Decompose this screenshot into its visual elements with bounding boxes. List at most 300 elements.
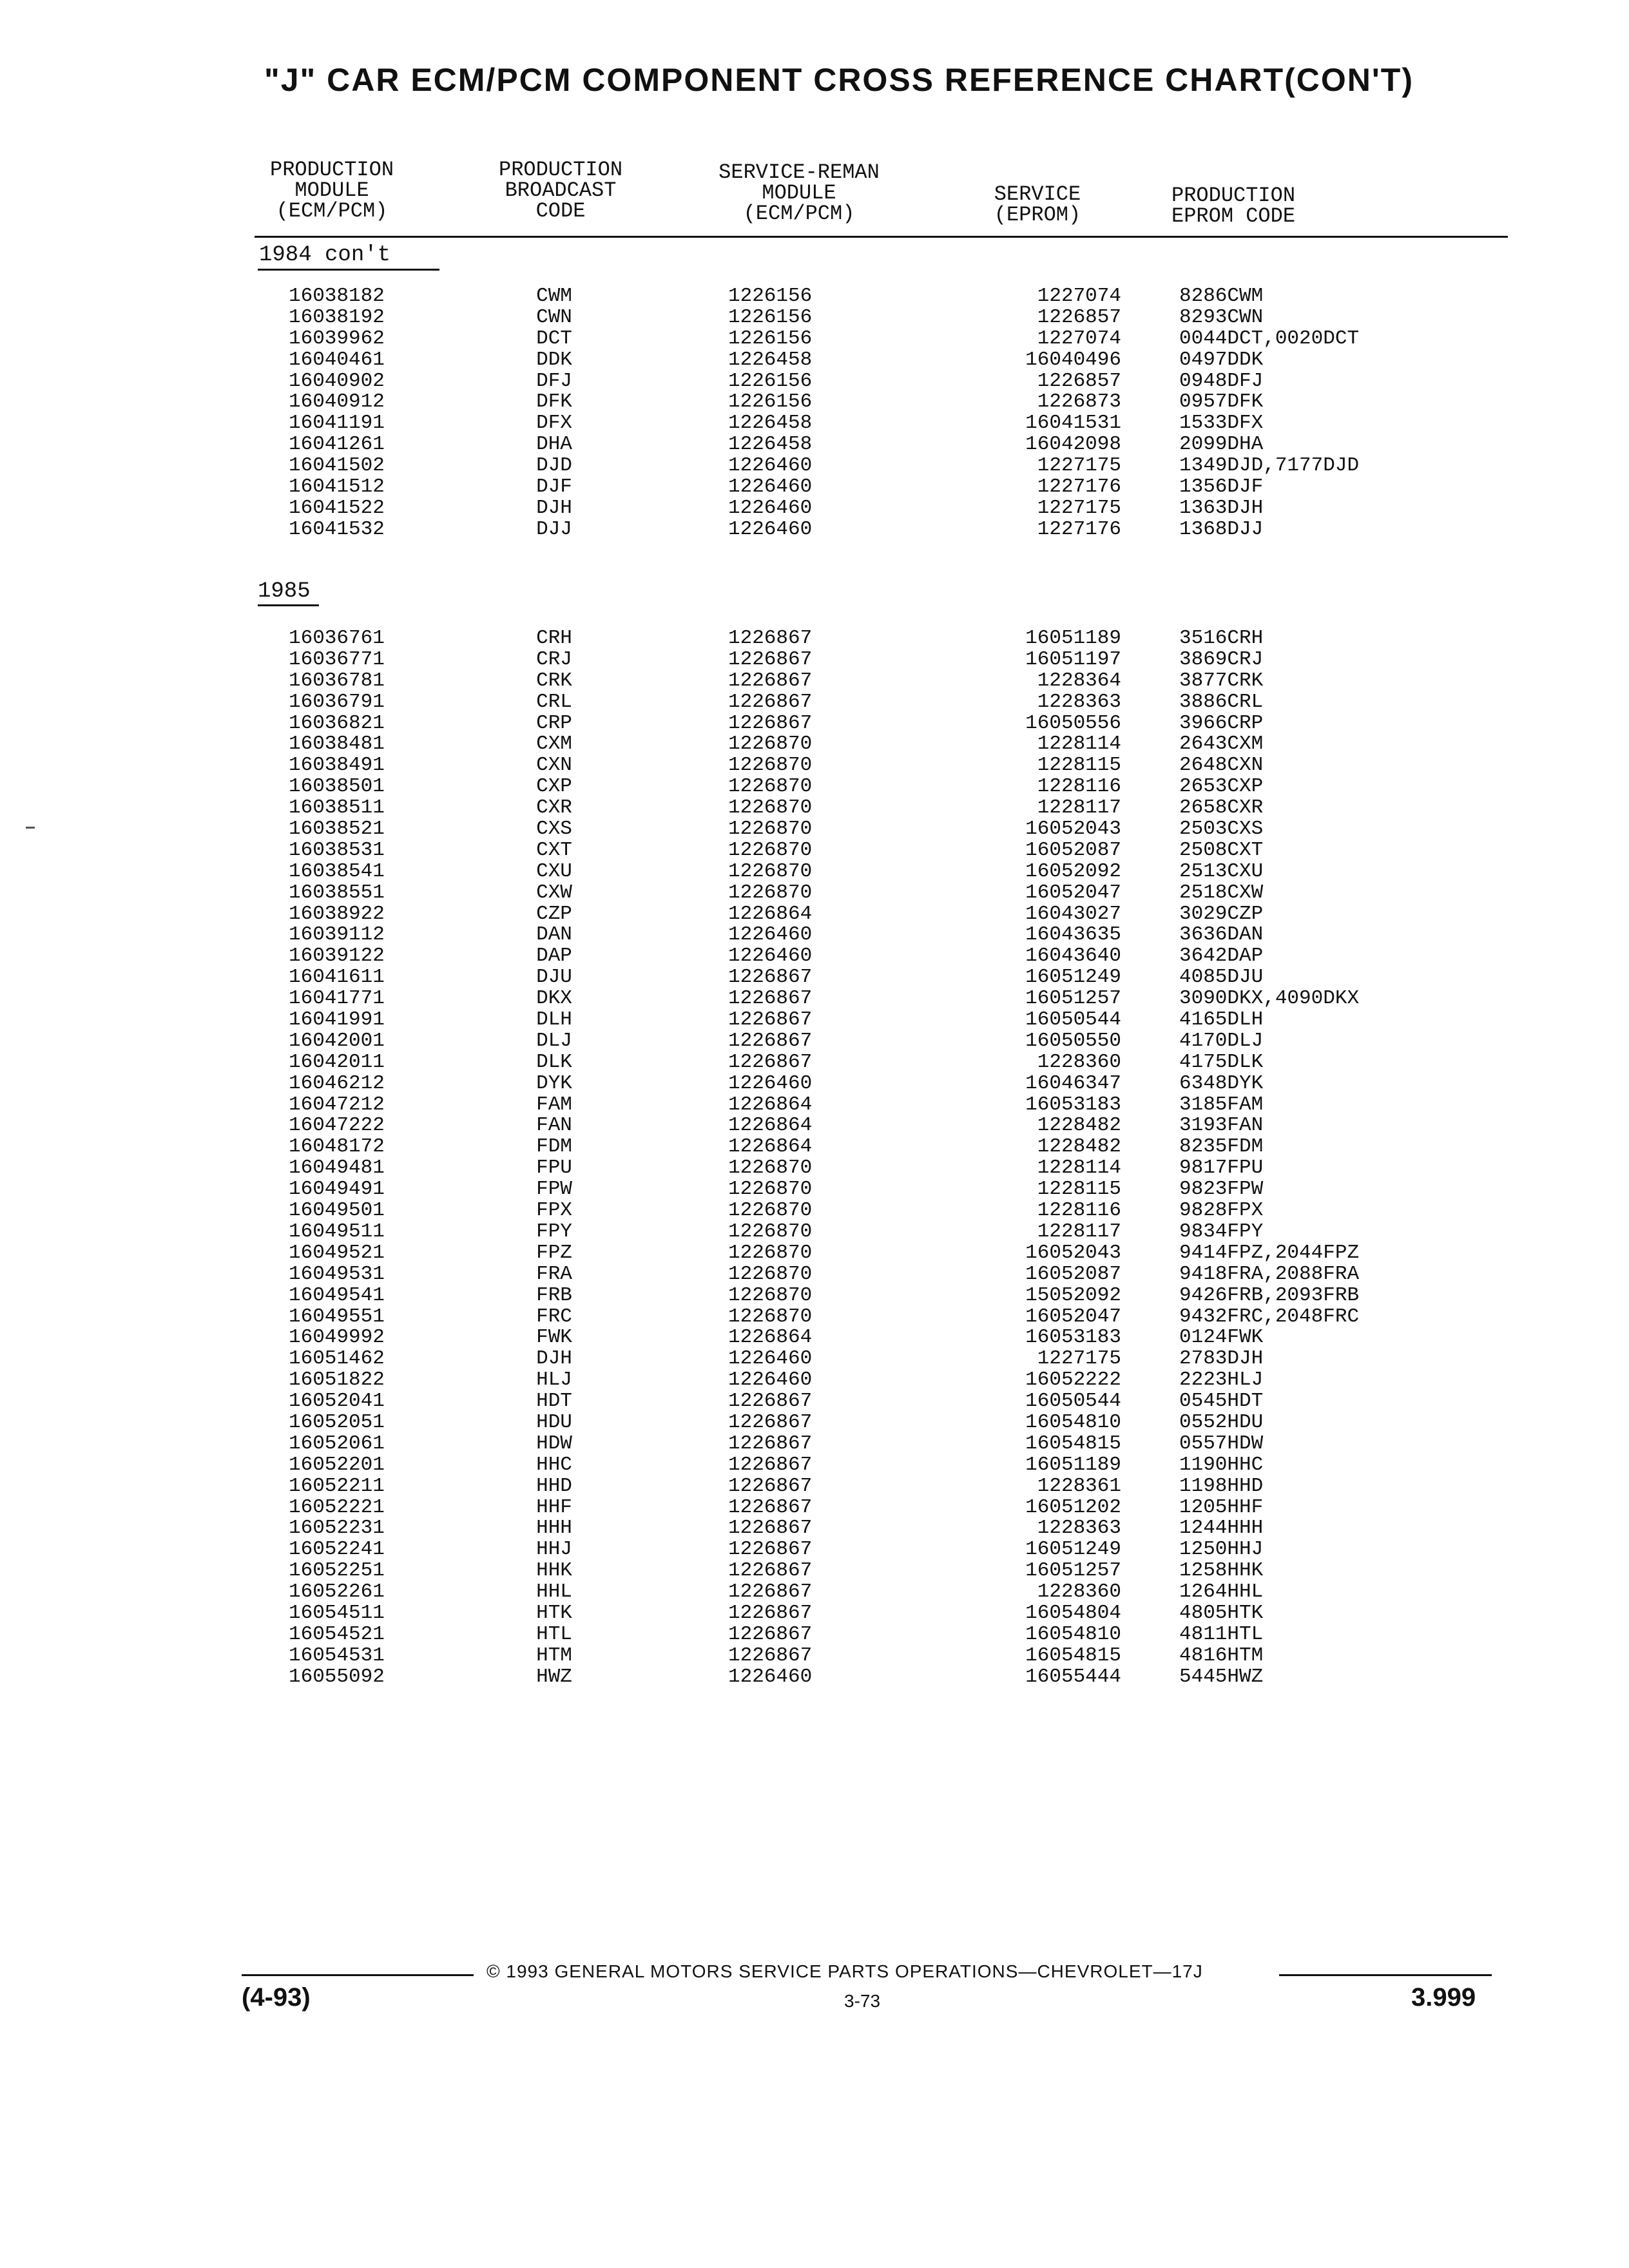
production-module-cell: 16038511 [289,796,385,820]
service-eprom-cell: 16054804 [1025,1601,1121,1624]
table-row [0,1455,1629,1476]
eprom-code-cell: 0044DCT,0020DCT [1179,327,1360,350]
service-reman-cell: 1226867 [728,1517,813,1540]
table-row [0,1476,1629,1497]
production-module-cell: 16047222 [289,1114,385,1137]
broadcast-code-cell: DHA [536,433,572,456]
broadcast-code-cell: HHH [536,1517,572,1540]
service-reman-cell: 1226867 [728,669,813,692]
broadcast-code-cell: CWN [536,305,572,329]
eprom-code-cell: 3886CRL [1179,690,1264,713]
table-row [0,883,1629,904]
production-module-cell: 16036761 [289,627,385,649]
table-row [0,1539,1629,1561]
service-reman-cell: 1226870 [728,838,813,861]
service-reman-cell: 1226460 [728,1072,813,1095]
production-module-cell: 16038481 [289,733,385,756]
eprom-code-cell: 9828FPX [1179,1199,1264,1222]
broadcast-code-cell: DAN [536,923,572,947]
production-module-cell: 16039962 [289,327,385,350]
eprom-code-cell: 9426FRB,2093FRB [1179,1283,1360,1307]
service-eprom-cell: 1226873 [1037,390,1121,414]
service-eprom-cell: 16051249 [1025,1538,1121,1561]
production-module-cell: 16051462 [289,1347,385,1370]
service-eprom-cell: 1228115 [1037,754,1121,777]
header-line: PRODUCTION [1171,184,1296,207]
service-eprom-cell: 16054815 [1025,1644,1121,1667]
production-module-cell: 16054511 [289,1601,385,1624]
broadcast-code-cell: CWM [536,285,572,307]
table-row [0,1095,1629,1116]
service-eprom-cell: 1227175 [1037,496,1121,519]
broadcast-code-cell: HDW [536,1432,572,1455]
section-underline [258,269,439,271]
production-module-cell: 16054521 [289,1622,385,1646]
production-module-cell: 16049481 [289,1157,385,1180]
service-reman-cell: 1226870 [728,818,813,841]
eprom-code-cell: 8293CWN [1179,305,1264,329]
service-reman-cell: 1226867 [728,711,813,735]
page-ref: 3-73 [844,1991,881,2011]
table-row [0,1518,1629,1539]
broadcast-code-cell: FPW [536,1178,572,1201]
service-eprom-cell: 1227074 [1037,327,1121,350]
table-row [0,1115,1629,1137]
table-row [0,946,1629,967]
header-eprom-code [1171,186,1339,227]
broadcast-code-cell: FPU [536,1157,572,1180]
table-row [0,904,1629,925]
service-reman-cell: 1226156 [728,369,813,392]
broadcast-code-cell: HHF [536,1495,572,1519]
eprom-code-cell: 2658CXR [1179,796,1264,820]
production-module-cell: 16038531 [289,838,385,861]
eprom-code-cell: 4085DJU [1179,966,1264,989]
service-eprom-cell: 1228115 [1037,1178,1121,1201]
broadcast-code-cell: FAM [536,1093,572,1116]
eprom-code-cell: 2648CXN [1179,754,1264,777]
table-row [0,819,1629,840]
copyright-text: © 1993 GENERAL MOTORS SERVICE PARTS OPERATIONS—CHEVROLET—17J [487,1961,1203,1981]
table-row [0,1412,1629,1434]
eprom-code-cell: 1264HHL [1179,1581,1264,1604]
eprom-code-cell: 9823FPW [1179,1178,1264,1201]
service-reman-cell: 1226864 [728,1135,813,1158]
service-reman-cell: 1226870 [728,775,813,798]
table-row [0,692,1629,713]
production-module-cell: 16038551 [289,881,385,904]
table-row [0,988,1629,1010]
eprom-code-cell: 0957DFK [1179,390,1264,414]
eprom-code-cell: 3516CRH [1179,627,1264,649]
production-module-cell: 16052261 [289,1581,385,1604]
service-reman-cell: 1226864 [728,1093,813,1116]
production-module-cell: 16041261 [289,433,385,456]
broadcast-code-cell: HTM [536,1644,572,1667]
service-eprom-cell: 16053183 [1025,1326,1121,1349]
service-reman-cell: 1226460 [728,923,813,947]
eprom-code-cell: 2518CXW [1179,881,1264,904]
production-module-cell: 16052041 [289,1390,385,1413]
table-row [0,1603,1629,1624]
broadcast-code-cell: FPZ [536,1241,572,1264]
broadcast-code-cell: HLJ [536,1369,572,1392]
service-reman-cell: 1226870 [728,1157,813,1180]
service-eprom-cell: 16050544 [1025,1390,1121,1413]
table-row [0,1434,1629,1455]
broadcast-code-cell: HWZ [536,1665,572,1688]
service-eprom-cell: 16052047 [1025,1305,1121,1328]
service-reman-cell: 1226870 [728,1241,813,1264]
section-rows-1985 [0,628,1629,1688]
production-module-cell: 16049521 [289,1241,385,1264]
service-reman-cell: 1226867 [728,1622,813,1646]
eprom-code-cell: 1533DFX [1179,412,1264,435]
eprom-code-cell: 8286CWM [1179,285,1264,307]
eprom-code-cell: 2643CXM [1179,733,1264,756]
production-module-cell: 16041502 [289,454,385,477]
service-reman-cell: 1226870 [728,1283,813,1307]
service-eprom-cell: 16051202 [1025,1495,1121,1519]
production-module-cell: 16041611 [289,966,385,989]
service-eprom-cell: 16051197 [1025,648,1121,671]
eprom-code-cell: 1198HHD [1179,1474,1264,1497]
table-row [0,1327,1629,1349]
service-eprom-cell: 15052092 [1025,1283,1121,1307]
service-eprom-cell: 1228116 [1037,775,1121,798]
broadcast-code-cell: DYK [536,1072,572,1095]
table-row [0,840,1629,861]
header-line: CODE [535,199,586,223]
production-module-cell: 16052231 [289,1517,385,1540]
broadcast-code-cell: FPX [536,1199,572,1222]
table-row [0,1582,1629,1603]
service-eprom-cell: 16053183 [1025,1093,1121,1116]
service-reman-cell: 1226867 [728,966,813,989]
service-eprom-cell: 1228482 [1037,1114,1121,1137]
table-row [0,307,1629,329]
eprom-code-cell: 1258HHK [1179,1559,1264,1582]
service-eprom-cell: 1228117 [1037,796,1121,820]
eprom-code-cell: 3090DKX,4090DKX [1179,987,1360,1010]
broadcast-code-cell: CXP [536,775,572,798]
production-module-cell: 16036821 [289,711,385,735]
service-reman-cell: 1226867 [728,690,813,713]
service-reman-cell: 1226870 [728,1262,813,1285]
table-row [0,925,1629,946]
broadcast-code-cell: CRL [536,690,572,713]
service-reman-cell: 1226867 [728,1538,813,1561]
broadcast-code-cell: HHL [536,1581,572,1604]
service-eprom-cell: 16043027 [1025,902,1121,925]
production-module-cell: 16041532 [289,517,385,541]
production-module-cell: 16052061 [289,1432,385,1455]
service-reman-cell: 1226867 [728,1495,813,1519]
eprom-code-cell: 0124FWK [1179,1326,1264,1349]
service-eprom-cell: 16052043 [1025,1241,1121,1264]
broadcast-code-cell: DJD [536,454,572,477]
service-eprom-cell: 16051257 [1025,1559,1121,1582]
service-eprom-cell: 1228360 [1037,1050,1121,1073]
eprom-code-cell: 5445HWZ [1179,1665,1264,1688]
table-row [0,350,1629,371]
production-module-cell: 16046212 [289,1072,385,1095]
eprom-code-cell: 2513CXU [1179,860,1264,883]
production-module-cell: 16036771 [289,648,385,671]
table-row [0,861,1629,883]
table-row [0,1158,1629,1179]
eprom-code-cell: 3869CRJ [1179,648,1264,671]
broadcast-code-cell: CRH [536,627,572,649]
service-eprom-cell: 1226857 [1037,369,1121,392]
production-module-cell: 16036781 [289,669,385,692]
service-eprom-cell: 1227176 [1037,517,1121,541]
table-row [0,1222,1629,1243]
broadcast-code-cell: DFK [536,390,572,414]
table-row [0,1667,1629,1688]
service-reman-cell: 1226870 [728,796,813,820]
service-eprom-cell: 1228361 [1037,1474,1121,1497]
service-reman-cell: 1226460 [728,454,813,477]
production-module-cell: 16049541 [289,1283,385,1307]
section-underline [258,604,319,606]
service-reman-cell: 1226870 [728,860,813,883]
service-eprom-cell: 1227175 [1037,454,1121,477]
broadcast-code-cell: DAP [536,945,572,968]
eprom-code-cell: 9418FRA,2088FRA [1179,1262,1360,1285]
broadcast-code-cell: DJF [536,476,572,499]
production-module-cell: 16040461 [289,348,385,371]
service-eprom-cell: 16052043 [1025,818,1121,841]
production-module-cell: 16049551 [289,1305,385,1328]
broadcast-code-cell: DFX [536,412,572,435]
service-eprom-cell: 16052087 [1025,1262,1121,1285]
eprom-code-cell: 3029CZP [1179,902,1264,925]
header-line: (ECM/PCM) [743,202,855,226]
production-module-cell: 16047212 [289,1093,385,1116]
service-reman-cell: 1226156 [728,285,813,307]
eprom-code-cell: 3185FAM [1179,1093,1264,1116]
service-eprom-cell: 1228363 [1037,690,1121,713]
service-reman-cell: 1226156 [728,390,813,414]
page-title: "J" CAR ECM/PCM COMPONENT CROSS REFERENCE CHART(CON'T) [264,62,1414,98]
broadcast-code-cell: HTL [536,1622,572,1646]
service-eprom-cell: 1227074 [1037,285,1121,307]
eprom-code-cell: 3642DAP [1179,945,1264,968]
production-module-cell: 16052251 [289,1559,385,1582]
service-eprom-cell: 16052047 [1025,881,1121,904]
eprom-code-cell: 2508CXT [1179,838,1264,861]
scan-mark [26,827,35,829]
broadcast-code-cell: CXU [536,860,572,883]
service-eprom-cell: 16050544 [1025,1008,1121,1032]
eprom-code-cell: 3877CRK [1179,669,1264,692]
broadcast-code-cell: DFJ [536,369,572,392]
service-eprom-cell: 1228114 [1037,733,1121,756]
broadcast-code-cell: CXN [536,754,572,777]
header-line: SERVICE [994,182,1081,206]
footer-rule-right [1279,1974,1492,1976]
production-module-cell: 16052241 [289,1538,385,1561]
service-eprom-cell: 1227175 [1037,1347,1121,1370]
header-line: EPROM CODE [1171,204,1296,228]
eprom-code-cell: 1205HHF [1179,1495,1264,1519]
broadcast-code-cell: DJH [536,1347,572,1370]
table-row [0,649,1629,671]
service-reman-cell: 1226867 [728,1474,813,1497]
eprom-code-cell: 1368DJJ [1179,517,1264,541]
service-reman-cell: 1226867 [728,1559,813,1582]
eprom-code-cell: 3193FAN [1179,1114,1264,1137]
table-row [0,1624,1629,1646]
eprom-code-cell: 1356DJF [1179,476,1264,499]
service-reman-cell: 1226460 [728,1665,813,1688]
production-module-cell: 16052221 [289,1495,385,1519]
production-module-cell: 16041522 [289,496,385,519]
broadcast-code-cell: HHC [536,1453,572,1476]
header-line: (ECM/PCM) [276,199,388,223]
service-eprom-cell: 16051249 [1025,966,1121,989]
broadcast-code-cell: HHJ [536,1538,572,1561]
table-row [0,1179,1629,1200]
service-eprom-cell: 16046347 [1025,1072,1121,1095]
broadcast-code-cell: FRB [536,1283,572,1307]
production-module-cell: 16041512 [289,476,385,499]
table-row [0,519,1629,541]
broadcast-code-cell: HHK [536,1559,572,1582]
production-module-cell: 16038501 [289,775,385,798]
broadcast-code-cell: DLH [536,1008,572,1032]
service-eprom-cell: 16052092 [1025,860,1121,883]
header-production-module [248,160,416,222]
service-reman-cell: 1226460 [728,496,813,519]
broadcast-code-cell: CRP [536,711,572,735]
eprom-code-cell: 1190HHC [1179,1453,1264,1476]
eprom-code-cell: 4816HTM [1179,1644,1264,1667]
eprom-code-cell: 0557HDW [1179,1432,1264,1455]
table-row [0,329,1629,350]
production-module-cell: 16055092 [289,1665,385,1688]
eprom-code-cell: 9817FPU [1179,1157,1264,1180]
header-line: MODULE [762,181,836,205]
eprom-code-cell: 9834FPY [1179,1220,1264,1243]
production-module-cell: 16038922 [289,902,385,925]
table-row [0,1561,1629,1582]
eprom-code-cell: 2503CXS [1179,818,1264,841]
service-reman-cell: 1226867 [728,1029,813,1052]
service-eprom-cell: 16051189 [1025,1453,1121,1476]
broadcast-code-cell: CXT [536,838,572,861]
table-row [0,967,1629,988]
production-module-cell: 16049491 [289,1178,385,1201]
eprom-code-cell: 9432FRC,2048FRC [1179,1305,1360,1328]
service-reman-cell: 1226870 [728,1199,813,1222]
header-line: (EPROM) [994,203,1081,227]
header-line: SERVICE-REMAN [718,160,880,184]
table-row [0,1010,1629,1031]
eprom-code-cell: 2653CXP [1179,775,1264,798]
header-line: PRODUCTION [269,158,394,182]
service-reman-cell: 1226867 [728,627,813,649]
broadcast-code-cell: DLK [536,1050,572,1073]
service-reman-cell: 1226867 [728,1432,813,1455]
service-eprom-cell: 1228116 [1037,1199,1121,1222]
table-row [0,734,1629,755]
service-reman-cell: 1226867 [728,1601,813,1624]
eprom-code-cell: 0948DFJ [1179,369,1264,392]
production-module-cell: 16038521 [289,818,385,841]
production-module-cell: 16042011 [289,1050,385,1073]
service-reman-cell: 1226870 [728,1220,813,1243]
footer-rule-left [242,1974,474,1976]
table-row [0,1370,1629,1391]
eprom-code-cell: 0552HDU [1179,1410,1264,1434]
production-module-cell: 16049531 [289,1262,385,1285]
service-eprom-cell: 16054810 [1025,1622,1121,1646]
service-eprom-cell: 16043635 [1025,923,1121,947]
table-row [0,1073,1629,1095]
broadcast-code-cell: DCT [536,327,572,350]
eprom-code-cell: 1250HHJ [1179,1538,1264,1561]
eprom-code-cell: 1363DJH [1179,496,1264,519]
service-reman-cell: 1226867 [728,1453,813,1476]
table-row [0,628,1629,649]
service-eprom-cell: 16055444 [1025,1665,1121,1688]
service-eprom-cell: 16054810 [1025,1410,1121,1434]
eprom-code-cell: 2099DHA [1179,433,1264,456]
table-row [0,1646,1629,1667]
production-module-cell: 16038491 [289,754,385,777]
service-eprom-cell: 16050550 [1025,1029,1121,1052]
section-label-1984: 1984 con't [259,243,391,267]
table-row [0,477,1629,498]
service-reman-cell: 1226867 [728,1581,813,1604]
service-eprom-cell: 1226857 [1037,305,1121,329]
service-eprom-cell: 16052222 [1025,1369,1121,1392]
service-reman-cell: 1226870 [728,733,813,756]
service-eprom-cell: 1228114 [1037,1157,1121,1180]
production-module-cell: 16051822 [289,1369,385,1392]
header-broadcast-code [477,160,644,222]
service-eprom-cell: 1227176 [1037,476,1121,499]
table-row [0,1200,1629,1222]
service-reman-cell: 1226867 [728,1644,813,1667]
service-eprom-cell: 16041531 [1025,412,1121,435]
table-row [0,1243,1629,1264]
section-label-1985: 1985 [258,579,311,604]
service-reman-cell: 1226460 [728,945,813,968]
page-number: 3.999 [1411,1983,1476,2012]
production-module-cell: 16039112 [289,923,385,947]
service-eprom-cell: 1228360 [1037,1581,1121,1604]
service-reman-cell: 1226156 [728,305,813,329]
service-reman-cell: 1226867 [728,1008,813,1032]
table-row [0,456,1629,477]
table-row [0,413,1629,434]
service-reman-cell: 1226870 [728,1178,813,1201]
table-row [0,286,1629,307]
broadcast-code-cell: DJU [536,966,572,989]
table-row [0,755,1629,776]
service-reman-cell: 1226458 [728,433,813,456]
service-eprom-cell: 16054815 [1025,1432,1121,1455]
service-eprom-cell: 1228482 [1037,1135,1121,1158]
broadcast-code-cell: CXR [536,796,572,820]
service-reman-cell: 1226460 [728,476,813,499]
production-module-cell: 16042001 [289,1029,385,1052]
service-eprom-cell: 1228363 [1037,1517,1121,1540]
eprom-code-cell: 0497DDK [1179,348,1264,371]
